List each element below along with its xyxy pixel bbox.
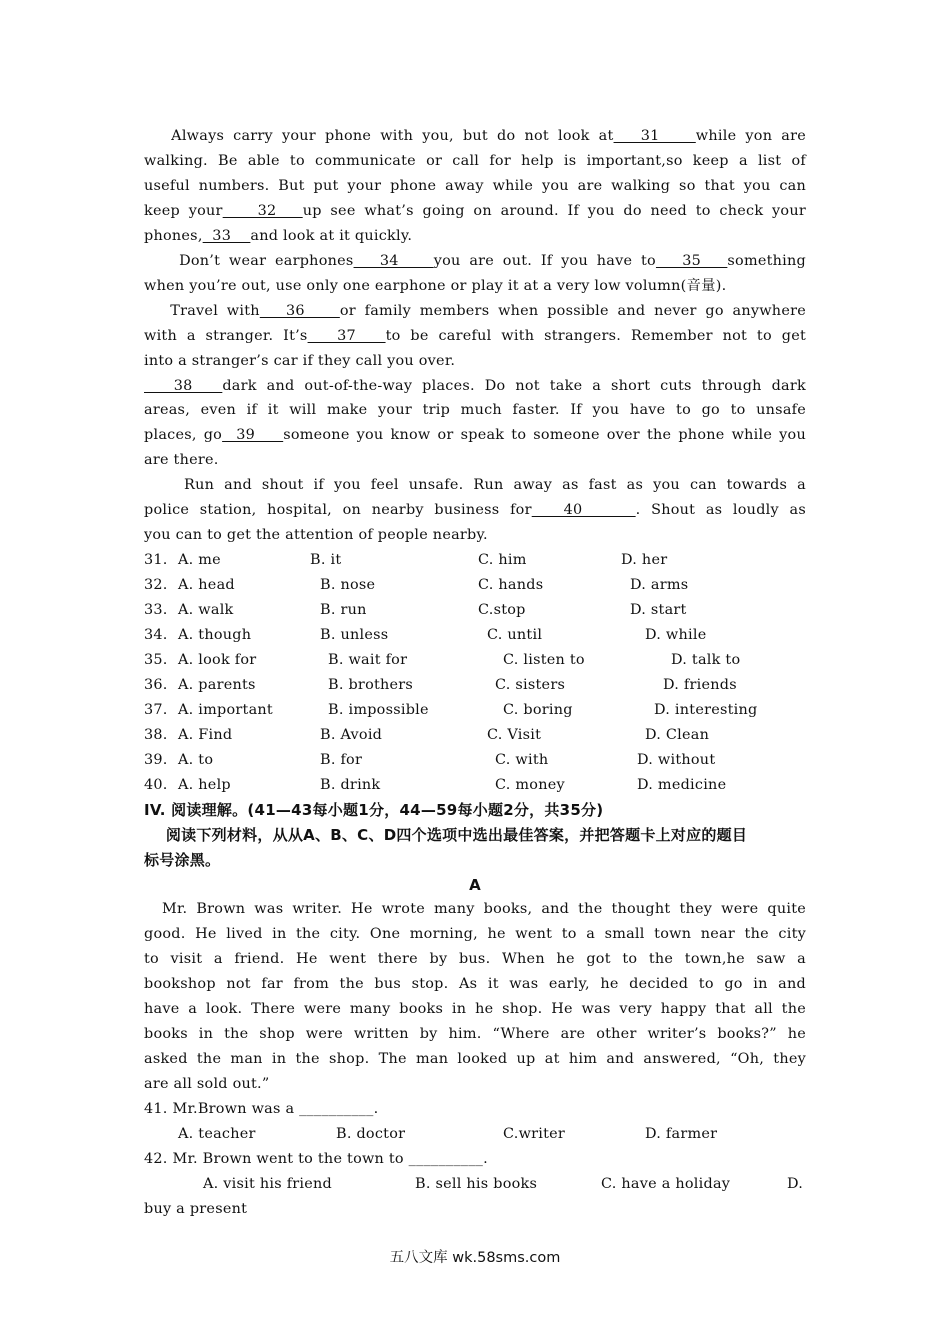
cloze-blank[interactable]: 36 [259, 302, 340, 319]
passage-line [144, 1072, 806, 1097]
passage-text: bookshop not far from the bus stop. As it was early, he decided to go in and [144, 976, 806, 993]
option-c[interactable]: C. have a holiday [601, 1175, 731, 1192]
question-number: 35. [144, 651, 168, 668]
question-row [144, 623, 806, 648]
option-c[interactable]: C.writer [503, 1126, 566, 1142]
question-row [144, 673, 806, 698]
option-b[interactable]: B. nose [320, 577, 376, 594]
passage-line [144, 997, 806, 1022]
cloze-blank[interactable]: 33 [202, 227, 251, 244]
cloze-text: you can to get the attention of people nearby. [144, 527, 488, 544]
cloze-text: something [727, 252, 806, 269]
cloze-blank[interactable]: 31 [613, 128, 696, 144]
option-c[interactable]: C.stop [478, 602, 526, 619]
option-b[interactable]: B. sell his books [415, 1175, 538, 1192]
cloze-line [144, 199, 806, 224]
question-stem [144, 1147, 806, 1172]
section-heading-text: IV. 阅读理解。(41—43每小题1分，44—59每小题2分，共35分) [144, 800, 604, 819]
options-row [144, 1172, 806, 1197]
cloze-line [144, 498, 806, 523]
option-b[interactable]: B. impossible [328, 701, 429, 718]
passage-text: are all sold out.” [144, 1076, 270, 1093]
cloze-text: into a stranger’s car if they call you over. [144, 352, 456, 369]
option-c[interactable]: C. Visit [487, 726, 542, 743]
option-b[interactable]: B. doctor [336, 1126, 406, 1142]
answer-blank: __________ [299, 1101, 374, 1118]
option-c[interactable]: C. him [478, 552, 527, 569]
cloze-line [144, 249, 806, 274]
passage-line [144, 922, 806, 947]
answer-blank: __________ [408, 1150, 484, 1167]
question-stem-text: 42. Mr. Brown went to the town to [144, 1150, 409, 1167]
instructions-text: 阅读下列材料，从从A、B、C、D四个选项中选出最佳答案，并把答题卡上对应的题目 [144, 825, 748, 844]
cloze-line [144, 149, 806, 174]
option-c[interactable]: C. boring [503, 701, 573, 718]
option-d[interactable]: D. friends [663, 676, 737, 693]
cloze-text: you are out. If you have to [433, 252, 656, 269]
cloze-text: Don’t wear earphones [144, 252, 354, 269]
option-b[interactable]: B. Avoid [320, 726, 383, 743]
cloze-text: someone you know or speak to someone over the phone while you [283, 427, 806, 444]
passage-line [144, 947, 806, 972]
cloze-line [144, 398, 806, 423]
cloze-text: dark and out-of-the-way places. Do not take a short cuts through dark [222, 377, 806, 394]
question-row [144, 698, 806, 723]
option-d[interactable]: D. medicine [637, 776, 727, 793]
question-number: 37. [144, 701, 168, 718]
option-c[interactable]: C. with [495, 751, 549, 768]
cloze-text: Always carry your phone with you, but do not look at [144, 128, 614, 144]
option-a[interactable]: A. help [178, 776, 231, 793]
question-number: 32. [144, 577, 168, 594]
cloze-blank[interactable]: 34 [353, 252, 434, 269]
cloze-text: areas, even if it will make your trip much faster. If you have to go to unsafe [144, 402, 806, 419]
option-a[interactable]: A. parents [178, 676, 256, 693]
option-d[interactable]: D. Clean [645, 726, 710, 743]
cloze-text: when you’re out, use only one earphone or play it at a very low volumn(音量). [144, 277, 727, 294]
question-row [144, 648, 806, 673]
option-d[interactable]: D. interesting [654, 701, 758, 718]
passage-text: good. He lived in the city. One morning, he went to a small town near the city [144, 926, 806, 943]
question-number: 39. [144, 751, 168, 768]
cloze-line [144, 448, 806, 473]
option-d[interactable]: D. talk to [671, 651, 741, 668]
passage-line [144, 1022, 806, 1047]
passage-title-text: A [469, 875, 481, 894]
option-a[interactable]: A. me [178, 552, 221, 569]
cloze-text: with a stranger. It’s [144, 327, 308, 344]
cloze-text: to be careful with strangers. Remember not to get [385, 327, 806, 344]
cloze-blank[interactable]: 38 [144, 377, 223, 394]
cloze-text: or family members when possible and never go anywhere [339, 302, 806, 319]
passage-text: have a look. There were many books in he shop. He was very happy that all the [144, 1001, 806, 1018]
option-d[interactable]: D. her [621, 552, 668, 569]
cloze-text: keep your [144, 202, 223, 219]
cloze-line [144, 523, 806, 548]
cloze-blank[interactable]: 40 [531, 502, 636, 519]
passage-line [144, 972, 806, 997]
question-row [144, 598, 806, 623]
instructions-text: 标号涂黑。 [144, 850, 221, 869]
option-a[interactable]: A. look for [178, 651, 257, 668]
question-stem [144, 1097, 806, 1122]
cloze-blank[interactable]: 32 [222, 202, 303, 219]
option-a[interactable]: A. teacher [178, 1126, 256, 1142]
punctuation: . [483, 1150, 488, 1167]
section-heading [144, 798, 806, 823]
cloze-text: police station, hospital, on nearby business for [144, 502, 532, 519]
option-a[interactable]: A. though [178, 627, 252, 643]
question-number: 36. [144, 676, 168, 693]
cloze-text: up see what’s going on around. If you do need to check your [302, 202, 806, 219]
cloze-line [144, 324, 806, 349]
option-b[interactable]: B. unless [320, 627, 389, 643]
cloze-line [144, 299, 806, 324]
cloze-line [144, 124, 806, 149]
cloze-blank[interactable]: 35 [655, 252, 728, 269]
option-a[interactable]: A. head [178, 577, 235, 594]
cloze-blank[interactable]: 37 [307, 327, 386, 344]
option-b[interactable]: B. brothers [328, 676, 414, 693]
option-c[interactable]: C. listen to [503, 651, 585, 668]
cloze-line [144, 423, 806, 448]
option-b[interactable]: B. drink [320, 776, 381, 793]
footer-watermark: 五八文库 wk.58sms.com [389, 1250, 561, 1266]
passage-line [144, 1047, 806, 1072]
question-row [144, 573, 806, 598]
option-a[interactable]: A. to [178, 751, 214, 768]
passage-text: Mr. Brown was writer. He wrote many books, and the thought they were quite [144, 901, 806, 918]
passage-line [144, 897, 806, 922]
cloze-line [144, 473, 806, 498]
cloze-text: places, go [144, 427, 223, 444]
cloze-text: Travel with [144, 302, 260, 319]
option-d[interactable]: D. [787, 1175, 804, 1192]
option-a[interactable]: A. walk [178, 602, 234, 619]
instructions [144, 848, 806, 873]
cloze-text: are there. [144, 452, 219, 469]
option-d[interactable]: D. arms [630, 577, 689, 594]
cloze-text: Run and shout if you feel unsafe. Run away as fast as you can towards a [144, 477, 806, 494]
options-continuation [144, 1197, 806, 1222]
option-a[interactable]: A. Find [178, 726, 233, 743]
option-d-continued: buy a present [144, 1200, 248, 1217]
punctuation: . [373, 1101, 379, 1118]
cloze-text: walking. Be able to communicate or call for help is important,so keep a list of [144, 152, 806, 169]
option-a[interactable]: A. visit his friend [203, 1175, 333, 1192]
question-row [144, 748, 806, 773]
question-row [144, 773, 806, 798]
cloze-line [144, 349, 806, 374]
question-stem-text: 41. Mr.Brown was a [144, 1101, 300, 1118]
cloze-text: useful numbers. But put your phone away while you are walking so that you can [144, 177, 806, 194]
question-number: 34. [144, 627, 168, 643]
cloze-blank[interactable]: 39 [222, 427, 284, 444]
cloze-line [144, 174, 806, 199]
question-number: 33. [144, 602, 168, 619]
question-number: 31. [144, 552, 168, 569]
option-d[interactable]: D. start [630, 602, 687, 619]
option-c[interactable]: C. money [495, 776, 565, 793]
option-d[interactable]: D. while [645, 627, 707, 643]
question-number: 38. [144, 726, 168, 743]
cloze-text: while yon are [695, 128, 806, 144]
instructions [144, 823, 806, 848]
option-d[interactable]: D. without [637, 751, 716, 768]
passage-text: asked the man in the shop. The man looked up at him and answered, “Oh, they [144, 1051, 806, 1068]
option-b[interactable]: B. run [320, 602, 367, 619]
question-row [144, 548, 806, 573]
passage-text: to visit a friend. He went there by bus. When he got to the town,he saw a [144, 951, 806, 968]
option-b[interactable]: B. for [320, 751, 363, 768]
cloze-text: and look at it quickly. [250, 227, 413, 244]
cloze-line [144, 224, 806, 249]
cloze-text: phones, [144, 227, 203, 244]
cloze-text: . Shout as loudly as [635, 502, 806, 519]
passage-text: books in the shop were written by him. “Where are other writer’s books?” he [144, 1026, 806, 1043]
option-c[interactable]: C. hands [478, 577, 544, 594]
option-b[interactable]: B. wait for [328, 651, 408, 668]
passage-title [144, 873, 806, 898]
option-c[interactable]: C. until [487, 627, 543, 643]
question-row [144, 723, 806, 748]
option-b[interactable]: B. it [310, 552, 342, 569]
option-a[interactable]: A. important [178, 701, 273, 718]
options-row [144, 1122, 806, 1147]
cloze-line [144, 374, 806, 399]
cloze-line [144, 274, 806, 299]
option-c[interactable]: C. sisters [495, 676, 566, 693]
option-d[interactable]: D. farmer [645, 1126, 718, 1142]
question-number: 40. [144, 776, 168, 793]
